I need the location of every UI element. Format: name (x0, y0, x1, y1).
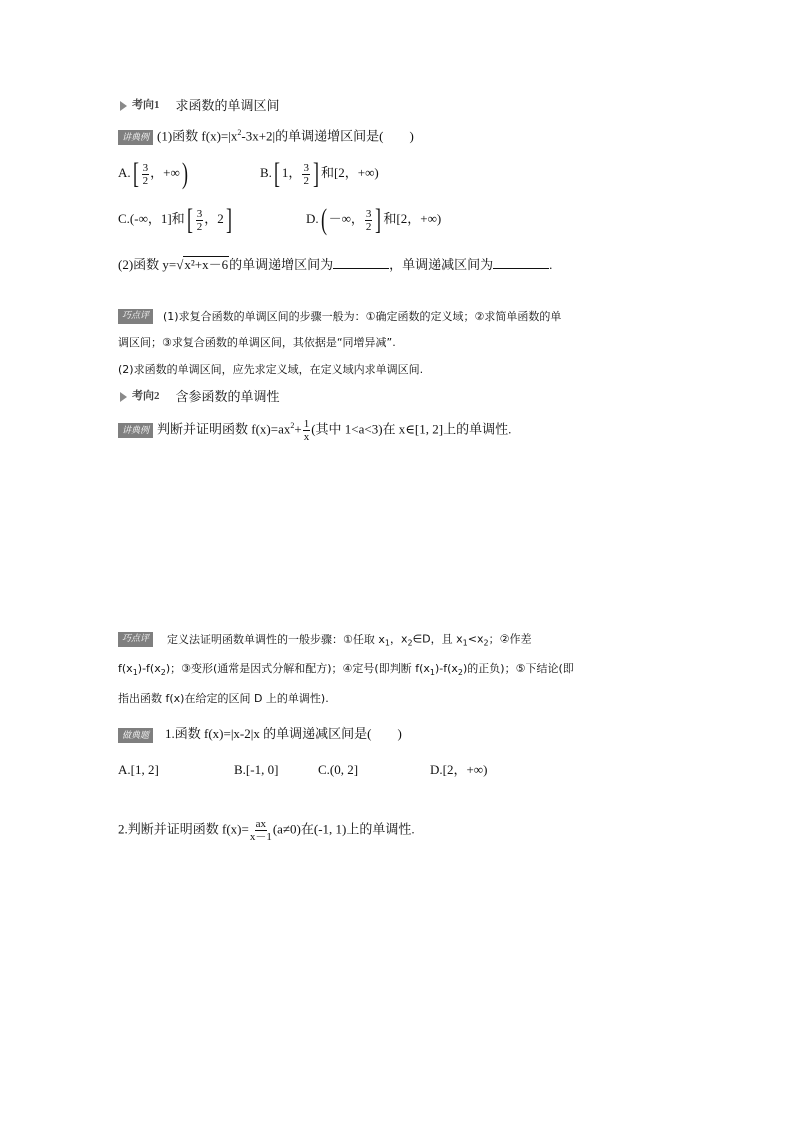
tag-badge: 讲典例 (118, 130, 153, 145)
tag-badge: 做典题 (118, 728, 153, 743)
option-text: 和[2，+∞) (383, 210, 442, 226)
bracket: [ (273, 157, 280, 190)
fraction: $\frac{3}{2}$ (303, 161, 309, 187)
section-label: 考向2 (132, 390, 160, 403)
section-header-1 (120, 98, 280, 114)
section-title: 含参函数的单调性 (175, 389, 280, 404)
triangle-bullet-icon (120, 101, 127, 111)
section-header-2 (120, 389, 280, 405)
option-b (260, 157, 379, 190)
superscript: 2 (237, 128, 242, 137)
option-text: ，+∞ (150, 164, 180, 180)
part-text: . (549, 257, 553, 272)
option-c (118, 203, 234, 236)
sqrt-content: x²+x－6 (184, 257, 229, 272)
section-title: 求函数的单调区间 (175, 98, 280, 113)
bracket: ( (320, 203, 327, 236)
part-text: 的单调递增区间为 (229, 257, 334, 272)
answer-blank (333, 256, 389, 269)
practice-q1-option-d: D.[2，+∞) (430, 762, 488, 777)
option-label: B. (260, 164, 272, 180)
option-label: D. (306, 210, 319, 226)
comment-1-line-2: 调区间；③求复合函数的单调区间，其依据是“同增异减”. (118, 336, 396, 349)
bracket: ] (225, 203, 232, 236)
practice-q1: 做典题 1.函数 f(x)=|x-2|x 的单调递减区间是( ) (118, 726, 402, 743)
tag-badge: 巧点评 (118, 309, 153, 324)
option-text: －∞， (328, 210, 364, 226)
comment-2-line-1: 巧点评 定义法证明函数单调性的一般步骤：①任取 $x_1$，$x_2\in D$，且 $x_1<x_2$；②作差 (118, 632, 531, 648)
fraction: $\frac{1}{x}$ (303, 418, 310, 443)
option-a (118, 157, 190, 190)
answer-blank (493, 256, 549, 269)
comment-1-line-1: 巧点评 (1)求复合函数的单调区间的步骤一般为：①确定函数的定义域；②求简单函数的单 (118, 309, 561, 324)
practice-q1-option-b: B.[-1, 0] (234, 762, 279, 777)
bracket: ] (312, 157, 319, 190)
triangle-bullet-icon (120, 392, 127, 402)
example-1-stem (118, 128, 414, 145)
fraction: $\frac{ax}{x-1}$ (249, 818, 272, 843)
section-label: 考向1 (132, 99, 160, 112)
tag-badge: 讲典例 (118, 423, 153, 438)
example-2: 讲典例 判断并证明函数 $f(x)=ax^2+$ $\frac{1}{x}$ (其中 1<a<3)在 x∈[1, 2]上的单调性. (118, 418, 511, 443)
option-text: 1， (281, 164, 302, 180)
bracket: ) (181, 157, 188, 190)
option-text: ，2 (204, 210, 224, 226)
option-text: C.(-∞，1]和 (118, 210, 185, 226)
tag-badge: 巧点评 (118, 632, 153, 647)
fraction: $\frac{3}{2}$ (365, 207, 372, 233)
fraction: $\frac{3}{2}$ (142, 161, 149, 187)
practice-q1-option-c: C.(0, 2] (318, 762, 359, 777)
example-1-part-2 (118, 256, 552, 273)
option-text: 和[2，+∞) (320, 164, 379, 180)
bracket: [ (132, 157, 139, 190)
part-text: (2)函数 y= (118, 257, 177, 272)
option-d (306, 203, 442, 236)
bracket: ] (375, 203, 382, 236)
practice-q1-option-a: A.[1, 2] (118, 762, 159, 777)
practice-q2: 2.判断并证明函数 f(x)= $\frac{ax}{x-1}$ (a≠0)在(-1, 1)上的单调性. (118, 818, 415, 843)
fraction: $\frac{3}{2}$ (196, 207, 203, 233)
stem-text-tail: -3x+2|的单调递增区间是( ) (241, 128, 414, 144)
comment-1-line-3: (2)求函数的单调区间，应先求定义域，在定义域内求单调区间. (118, 363, 424, 376)
comment-2-line-3: 指出函数 f(x)在给定的区间 D 上的单调性). (118, 692, 329, 705)
bracket: [ (186, 203, 193, 236)
stem-text: (1)函数 f(x)=|x (157, 128, 238, 144)
part-text: ，单调递减区间为 (389, 257, 494, 272)
option-label: A. (118, 164, 131, 180)
comment-2-line-2: $f(x_1)-f(x_2)$；③变形(通常是因式分解和配方)；④定号(即判断 $f(x_1)-f(x_2)$的正负)；⑤下结论(即 (118, 662, 574, 678)
sqrt-symbol: √ (176, 257, 184, 272)
